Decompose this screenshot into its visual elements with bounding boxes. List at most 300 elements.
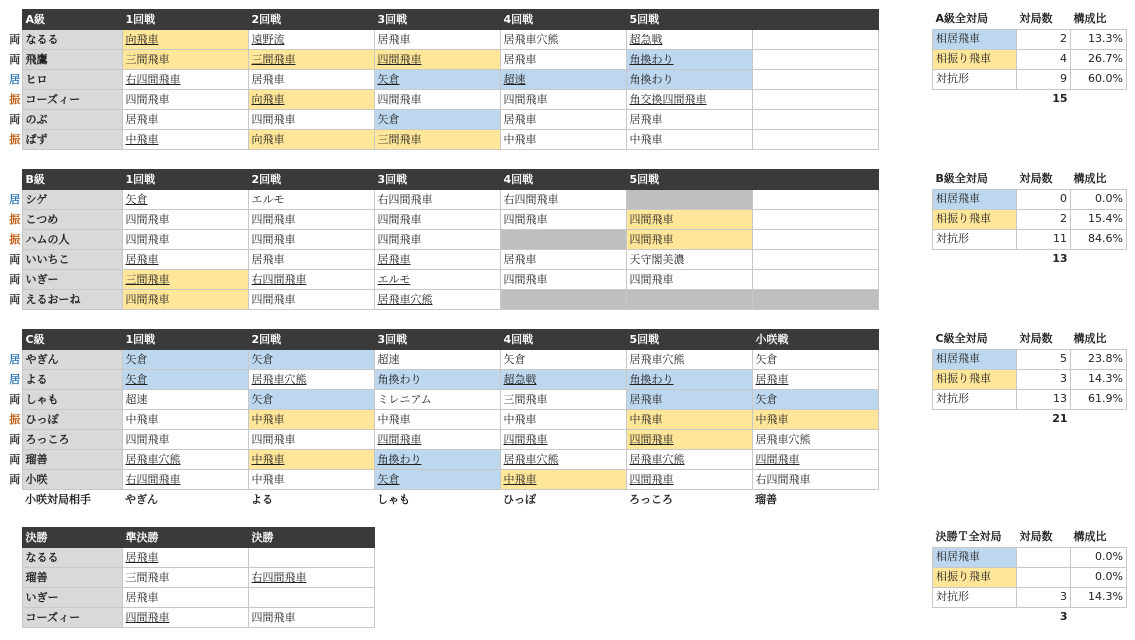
stats-label: 相居飛車 [933,349,1017,369]
stats-ratio: 14.3% [1071,369,1127,389]
stats-title: B級全対局 [935,171,988,185]
player-name: ろっころ [22,430,122,450]
strategy-cell: 四間飛車 [122,210,248,230]
strategy-cell: 四間飛車 [752,450,878,470]
stats-count: 3 [1017,587,1071,607]
strategy-cell: 三間飛車 [500,390,626,410]
strategy-cell: 中飛車 [500,470,626,490]
strategy-cell: 三間飛車 [248,50,374,70]
strategy-cell [752,90,878,110]
strategy-cell: 矢倉 [248,350,374,370]
strategy-cell [248,548,374,568]
stats-label: 相居飛車 [933,547,1017,567]
strategy-cell: 居飛車穴熊 [248,370,374,390]
strategy-cell: 矢倉 [752,390,878,410]
player-row [8,110,878,130]
round-header: 3回戦 [374,170,500,190]
player-row [8,350,878,370]
strategy-cell [500,230,626,250]
player-row [8,470,878,490]
strategy-cell: 右四間飛車 [752,470,878,490]
strategy-cell: 四間飛車 [122,290,248,310]
stats-row [933,567,1127,587]
round-header [752,10,878,30]
style-mark: 居 [8,70,22,90]
stats-count: 4 [1017,49,1071,69]
opponent-name: ろっころ [626,490,752,510]
stats-total-spacer [1071,409,1127,429]
strategy-cell: 居飛車 [122,588,248,608]
league-header-row [8,10,878,30]
stats-total: 21 [1052,412,1068,426]
style-mark: 振 [8,90,22,110]
strategy-cell: 居飛車 [500,250,626,270]
stats-table-c [932,329,1127,429]
strategy-cell: 居飛車 [374,30,500,50]
round-header: 3回戦 [374,330,500,350]
player-name: 瑠善 [22,568,122,588]
stats-total-spacer [1071,89,1127,109]
stats-title: A級全対局 [935,11,989,25]
stats-ratio-header: 構成比 [1073,331,1107,345]
stats-table-b [932,169,1127,269]
strategy-cell: 中飛車 [626,130,752,150]
player-name: 飛鷹 [22,50,122,70]
player-name: よる [22,370,122,390]
league-header-row [8,330,878,350]
stats-table-final [932,527,1127,627]
strategy-cell: 右四間飛車 [500,190,626,210]
strategy-cell: 超急戦 [500,370,626,390]
stats-row [933,29,1127,49]
round-header: 4回戦 [500,170,626,190]
strategy-cell [752,130,878,150]
player-name: コーズィー [22,608,122,628]
strategy-cell: 角換わり [374,450,500,470]
strategy-cell: 居飛車 [626,390,752,410]
stats-label: 相居飛車 [933,29,1017,49]
strategy-cell: 中飛車 [248,410,374,430]
stats-count-header: 対局数 [1019,331,1053,345]
strategy-cell: 居飛車穴熊 [500,30,626,50]
stats-count-header: 対局数 [1019,529,1053,543]
stats-count: 9 [1017,69,1071,89]
stats-label: 対抗形 [933,229,1017,249]
stats-row [933,369,1127,389]
league-title: B級 [22,170,122,190]
stats-total-spacer [1071,249,1127,269]
stats-count: 3 [1017,369,1071,389]
round-header: 1回戦 [122,10,248,30]
strategy-cell: 三間飛車 [122,50,248,70]
strategy-cell: 四間飛車 [248,210,374,230]
stats-total-spacer [1071,607,1127,627]
strategy-cell: 四間飛車 [626,430,752,450]
final-header-row [8,528,374,548]
strategy-cell: 角換わり [626,50,752,70]
strategy-cell: 四間飛車 [500,210,626,230]
strategy-cell: 居飛車 [500,110,626,130]
stats-label: 対抗形 [933,587,1017,607]
strategy-cell: エルモ [374,270,500,290]
stats-count: 11 [1017,229,1071,249]
strategy-cell: ミレニアム [374,390,500,410]
strategy-cell: 三間飛車 [122,568,248,588]
stats-label: 相居飛車 [933,189,1017,209]
player-row [8,230,878,250]
strategy-cell [752,70,878,90]
strategy-cell [752,30,878,50]
stats-header-row [933,9,1127,29]
style-mark: 両 [8,430,22,450]
round-header: 1回戦 [122,330,248,350]
stats-label: 相振り飛車 [933,369,1017,389]
stats-title: C級全対局 [935,331,988,345]
stats-ratio-header: 構成比 [1073,529,1107,543]
opponent-name: しゃも [374,490,500,510]
strategy-cell [248,588,374,608]
style-mark: 両 [8,450,22,470]
strategy-cell [626,190,752,210]
stats-total-spacer [933,409,1017,429]
stats-total-row [933,409,1127,429]
player-row [8,210,878,230]
strategy-cell: 遠野流 [248,30,374,50]
round-header: 2回戦 [248,10,374,30]
strategy-cell: 矢倉 [122,350,248,370]
round-header: 5回戦 [626,330,752,350]
stats-row [933,69,1127,89]
strategy-cell: 超速 [500,70,626,90]
strategy-cell: 右四間飛車 [248,568,374,588]
stats-total: 3 [1059,610,1068,624]
player-name: なるる [22,548,122,568]
strategy-cell: 矢倉 [752,350,878,370]
style-mark: 両 [8,290,22,310]
strategy-cell: 中飛車 [122,130,248,150]
league-title: A級 [22,10,122,30]
strategy-cell: 四間飛車 [248,230,374,250]
strategy-cell: 四間飛車 [122,430,248,450]
strategy-cell: エルモ [248,190,374,210]
strategy-cell: 角換わり [374,370,500,390]
stats-ratio: 84.6% [1071,229,1127,249]
stats-count [1017,547,1071,567]
round-header: 4回戦 [500,330,626,350]
stats-count-header: 対局数 [1019,11,1053,25]
league-table-a [8,9,879,150]
round-header: 5回戦 [626,10,752,30]
strategy-cell: 四間飛車 [374,430,500,450]
strategy-cell: 四間飛車 [500,270,626,290]
player-name: 小咲 [22,470,122,490]
opponent-name: 瑠善 [752,490,878,510]
strategy-cell: 四間飛車 [500,90,626,110]
strategy-cell [752,230,878,250]
player-row [8,608,374,628]
style-mark [8,548,22,568]
strategy-cell: 超速 [374,350,500,370]
style-mark: 両 [8,270,22,290]
stats-count [1017,567,1071,587]
player-name: なるる [22,30,122,50]
stats-row [933,349,1127,369]
round-header: 2回戦 [248,330,374,350]
strategy-cell: 四間飛車 [374,210,500,230]
strategy-cell: 居飛車 [626,110,752,130]
round-header [752,170,878,190]
stats-row [933,587,1127,607]
style-mark: 両 [8,470,22,490]
strategy-cell: 中飛車 [500,410,626,430]
strategy-cell: 矢倉 [122,190,248,210]
stats-ratio: 26.7% [1071,49,1127,69]
player-row [8,50,878,70]
strategy-cell: 居飛車 [248,70,374,90]
player-row [8,250,878,270]
player-name: ハムの人 [22,230,122,250]
player-row [8,90,878,110]
strategy-cell: 居飛車 [122,250,248,270]
stats-label: 対抗形 [933,389,1017,409]
strategy-cell: 居飛車 [122,110,248,130]
stats-row [933,229,1127,249]
player-row [8,30,878,50]
opponent-name: よる [248,490,374,510]
opponent-label: 小咲対局相手 [22,490,122,510]
strategy-cell: 四間飛車 [374,90,500,110]
round-header: 準決勝 [122,528,248,548]
player-name: いぎー [22,270,122,290]
player-name: しゃも [22,390,122,410]
player-name: コーズィー [22,90,122,110]
strategy-cell: 四間飛車 [248,430,374,450]
strategy-cell [752,50,878,70]
stats-count-header: 対局数 [1019,171,1053,185]
league-table-c [8,329,879,510]
strategy-cell [752,190,878,210]
strategy-cell: 右四間飛車 [122,470,248,490]
strategy-cell: 矢倉 [374,70,500,90]
stats-header-row [933,527,1127,547]
strategy-cell: 居飛車穴熊 [374,290,500,310]
player-name: こつめ [22,210,122,230]
style-mark: 両 [8,50,22,70]
style-mark: 両 [8,390,22,410]
strategy-cell: 四間飛車 [122,230,248,250]
round-header: 3回戦 [374,10,500,30]
final-table [8,527,375,628]
strategy-cell: 居飛車穴熊 [500,450,626,470]
strategy-cell: 矢倉 [374,470,500,490]
strategy-cell: 矢倉 [374,110,500,130]
strategy-cell: 角交換四間飛車 [626,90,752,110]
footer-mark-spacer [8,490,22,510]
strategy-cell: 中飛車 [248,470,374,490]
stats-total-row [933,607,1127,627]
stats-count: 13 [1017,389,1071,409]
strategy-cell: 中飛車 [626,410,752,430]
round-header: 決勝 [248,528,374,548]
stats-count: 2 [1017,29,1071,49]
strategy-cell [752,250,878,270]
stats-row [933,49,1127,69]
player-row [8,370,878,390]
player-name: のぶ [22,110,122,130]
stats-total-spacer [933,607,1017,627]
player-row [8,548,374,568]
style-mark: 振 [8,130,22,150]
player-name: いぎー [22,588,122,608]
player-name: 瑠善 [22,450,122,470]
strategy-cell: 居飛車 [374,250,500,270]
stats-label: 対抗形 [933,69,1017,89]
player-row [8,130,878,150]
strategy-cell: 中飛車 [374,410,500,430]
strategy-cell: 矢倉 [248,390,374,410]
player-row [8,70,878,90]
style-mark: 振 [8,230,22,250]
strategy-cell [752,270,878,290]
strategy-cell [752,210,878,230]
player-row [8,588,374,608]
stats-title: 決勝Ｔ全対局 [935,529,1002,543]
player-row [8,450,878,470]
stats-total: 13 [1052,252,1068,266]
strategy-cell [752,290,878,310]
stats-total-spacer [933,249,1017,269]
player-row [8,190,878,210]
league-title: C級 [22,330,122,350]
round-header: 4回戦 [500,10,626,30]
round-header: 1回戦 [122,170,248,190]
strategy-cell [626,290,752,310]
player-name: いいちこ [22,250,122,270]
player-name: ひっぽ [22,410,122,430]
strategy-cell [752,110,878,130]
player-row [8,290,878,310]
stats-row [933,189,1127,209]
player-row [8,430,878,450]
stats-ratio: 13.3% [1071,29,1127,49]
strategy-cell: 矢倉 [122,370,248,390]
stats-total-row [933,89,1127,109]
stats-label: 相振り飛車 [933,49,1017,69]
stats-ratio: 23.8% [1071,349,1127,369]
strategy-cell: 三間飛車 [122,270,248,290]
strategy-cell: 四間飛車 [374,50,500,70]
strategy-cell: 居飛車 [752,370,878,390]
header-mark-spacer [8,528,22,548]
strategy-cell: 四間飛車 [500,430,626,450]
strategy-cell: 中飛車 [500,130,626,150]
stats-ratio: 60.0% [1071,69,1127,89]
strategy-cell: 中飛車 [122,410,248,430]
strategy-cell: 右四間飛車 [122,70,248,90]
strategy-cell: 向飛車 [122,30,248,50]
stats-header-row [933,169,1127,189]
header-mark-spacer [8,170,22,190]
strategy-cell: 超急戦 [626,30,752,50]
strategy-cell: 四間飛車 [626,210,752,230]
stats-total: 15 [1052,92,1068,106]
strategy-cell: 四間飛車 [626,230,752,250]
style-mark: 振 [8,410,22,430]
stats-label: 相振り飛車 [933,209,1017,229]
strategy-cell: 矢倉 [500,350,626,370]
strategy-cell: 居飛車 [500,50,626,70]
player-row [8,568,374,588]
strategy-cell: 四間飛車 [374,230,500,250]
stats-label: 相振り飛車 [933,567,1017,587]
player-name: シゲ [22,190,122,210]
stats-ratio: 0.0% [1071,567,1127,587]
strategy-cell: 居飛車穴熊 [752,430,878,450]
stats-ratio-header: 構成比 [1073,11,1107,25]
player-name: ヒロ [22,70,122,90]
opponent-name: やぎん [122,490,248,510]
opponent-name: ひっぽ [500,490,626,510]
strategy-cell: 向飛車 [248,90,374,110]
stats-count: 5 [1017,349,1071,369]
final-title: 決勝 [22,528,122,548]
opponent-row [8,490,878,510]
stats-count: 2 [1017,209,1071,229]
stats-ratio: 0.0% [1071,189,1127,209]
stats-row [933,547,1127,567]
strategy-cell: 四間飛車 [122,608,248,628]
header-mark-spacer [8,330,22,350]
stats-row [933,389,1127,409]
strategy-cell: 三間飛車 [374,130,500,150]
player-row [8,410,878,430]
strategy-cell: 居飛車穴熊 [626,350,752,370]
league-header-row [8,170,878,190]
stats-count: 0 [1017,189,1071,209]
stats-ratio: 15.4% [1071,209,1127,229]
stats-ratio-header: 構成比 [1073,171,1107,185]
style-mark [8,568,22,588]
strategy-cell: 中飛車 [752,410,878,430]
strategy-cell: 居飛車 [122,548,248,568]
style-mark [8,608,22,628]
style-mark: 両 [8,30,22,50]
player-name: やぎん [22,350,122,370]
strategy-cell: 角換わり [626,70,752,90]
style-mark: 居 [8,350,22,370]
league-table-b [8,169,879,310]
strategy-cell: 四間飛車 [122,90,248,110]
header-mark-spacer [8,10,22,30]
stats-ratio: 14.3% [1071,587,1127,607]
round-header: 小咲戦 [752,330,878,350]
player-row [8,390,878,410]
style-mark: 振 [8,210,22,230]
strategy-cell: 超速 [122,390,248,410]
strategy-cell: 四間飛車 [626,270,752,290]
round-header: 2回戦 [248,170,374,190]
stats-ratio: 61.9% [1071,389,1127,409]
player-name: えるおーね [22,290,122,310]
style-mark [8,588,22,608]
stats-ratio: 0.0% [1071,547,1127,567]
strategy-cell: 四間飛車 [626,470,752,490]
strategy-cell: 四間飛車 [248,110,374,130]
strategy-cell: 向飛車 [248,130,374,150]
style-mark: 両 [8,110,22,130]
stats-total-spacer [933,89,1017,109]
strategy-cell: 四間飛車 [248,608,374,628]
